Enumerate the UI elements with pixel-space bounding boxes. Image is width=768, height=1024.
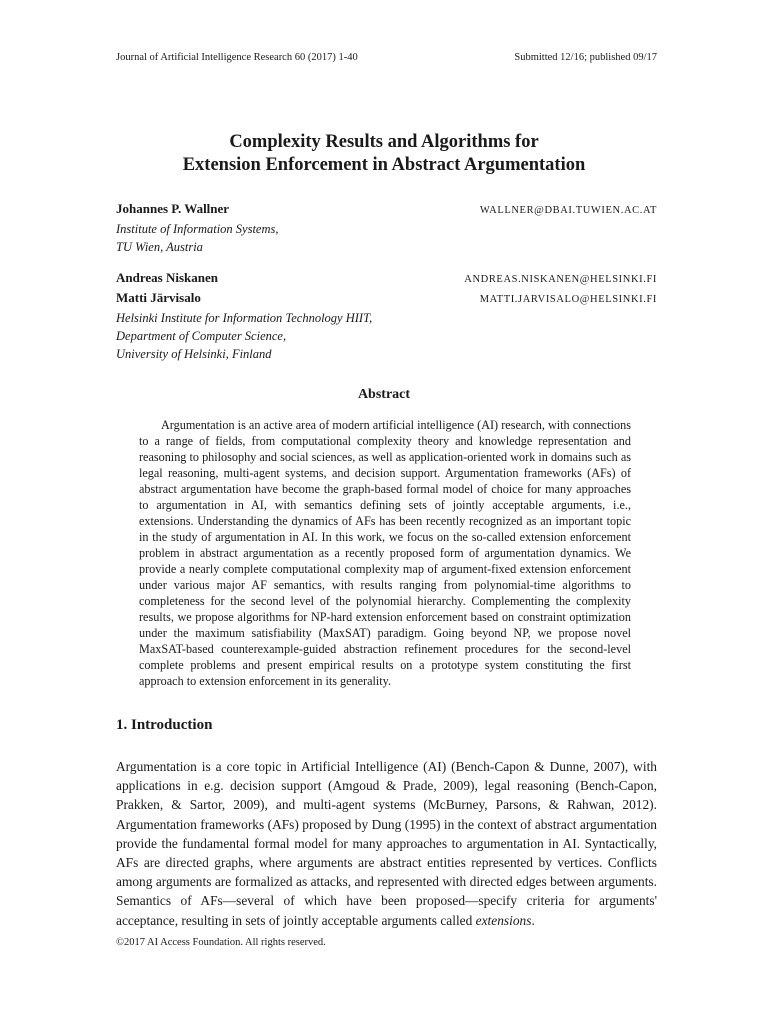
copyright-footer: ©2017 AI Access Foundation. All rights reserved. [116,937,326,948]
author-email: ANDREAS.NISKANEN@HELSINKI.FI [464,274,657,285]
affiliation-line: Department of Computer Science, [116,329,287,343]
author-row [116,289,657,309]
author-email: MATTI.JARVISALO@HELSINKI.FI [479,294,657,305]
abstract-text: Argumentation is an active area of modern artificial intelligence (AI) research, with connections to a range of fields, from computational complexity theory and knowledge representation and reasoning to philosophy and social sciences, as well as application-oriented work in domains such as legal reasoning, multi-agent systems, and decision support. Argumentation frameworks (AFs) of abstract argumentation have become the graph-based formal model of choice for many approaches to argumentation in AI, with semantics defining sets of jointly acceptable arguments, i.e., extensions. Understanding the dynamics of AFs has been recently recognized as an important topic in the study of argumentation in AI. In this work, we focus on the so-called extension enforcement problem in abstract argumentation as a recently proposed form of argumentation dynamics. We provide a nearly complete computational complexity map of argument-fixed extension enforcement under various major AF semantics, with results ranging from polynomial-time algorithms to completeness for the second level of the polynomial hierarchy. Complementing the complexity results, we propose algorithms for NP-hard extension enforcement based on constraint optimization under the maximum satisfiability (MaxSAT) paradigm. Going beyond NP, we propose novel MaxSAT-based counterexample-guided abstraction refinement procedures for the second-level complete problems and present empirical results on a prototype system constituting the first approach to extension enforcement in its generality. [139,418,631,688]
affiliation-line: Institute of Information Systems, [116,222,279,236]
author-name: Johannes P. Wallner [116,201,230,216]
paper-title [0,131,768,177]
introduction-paragraph [116,757,657,930]
section-heading-introduction: 1. Introduction [116,717,213,733]
author-block-2 [116,269,657,363]
author-row [116,269,657,289]
affiliation-line: TU Wien, Austria [116,240,203,254]
journal-citation: Journal of Artificial Intelligence Research 60 (2017) 1-40 [116,52,358,63]
abstract-heading: Abstract [357,387,411,402]
intro-text-end: . [531,912,535,928]
author-name: Andreas Niskanen [116,270,218,285]
submission-dates: Submitted 12/16; published 09/17 [514,52,657,63]
title-line-1: Complexity Results and Algorithms for [229,132,539,152]
author-row [116,200,657,220]
author-name: Matti Järvisalo [116,290,201,305]
affiliation-line: University of Helsinki, Finland [116,347,272,361]
affiliation-line: Helsinki Institute for Information Technology HIIT, [116,311,373,325]
author-block-1 [116,200,657,256]
title-line-2: Extension Enforcement in Abstract Argumentation [182,155,586,175]
author-email: WALLNER@DBAI.TUWIEN.AC.AT [479,205,657,216]
running-head [116,52,657,63]
intro-text: Argumentation is a core topic in Artificial Intelligence (AI) (Bench-Capon & Dunne, 2007), with applications in e.g. decision support (Amgoud & Prade, 2009), legal reasoning (Bench-Capon, Prakken, & Sartor, 2009), and multi-agent systems (McBurney, Parsons, & Rahwan, 2012). Argumentation frameworks (AFs) proposed by Dung (1995) in the context of abstract argumentation provide the fundamental formal model for many approaches to argumentation in AI. Syntactically, AFs are directed graphs, where arguments are abstract entities represented by vertices. Conflicts among arguments are formalized as attacks, and represented with directed edges between arguments. Semantics of AFs—several of which have been proposed—specify criteria for arguments' acceptance, resulting in sets of jointly acceptable arguments called [116,759,657,928]
intro-emphasis: extensions [475,912,532,928]
